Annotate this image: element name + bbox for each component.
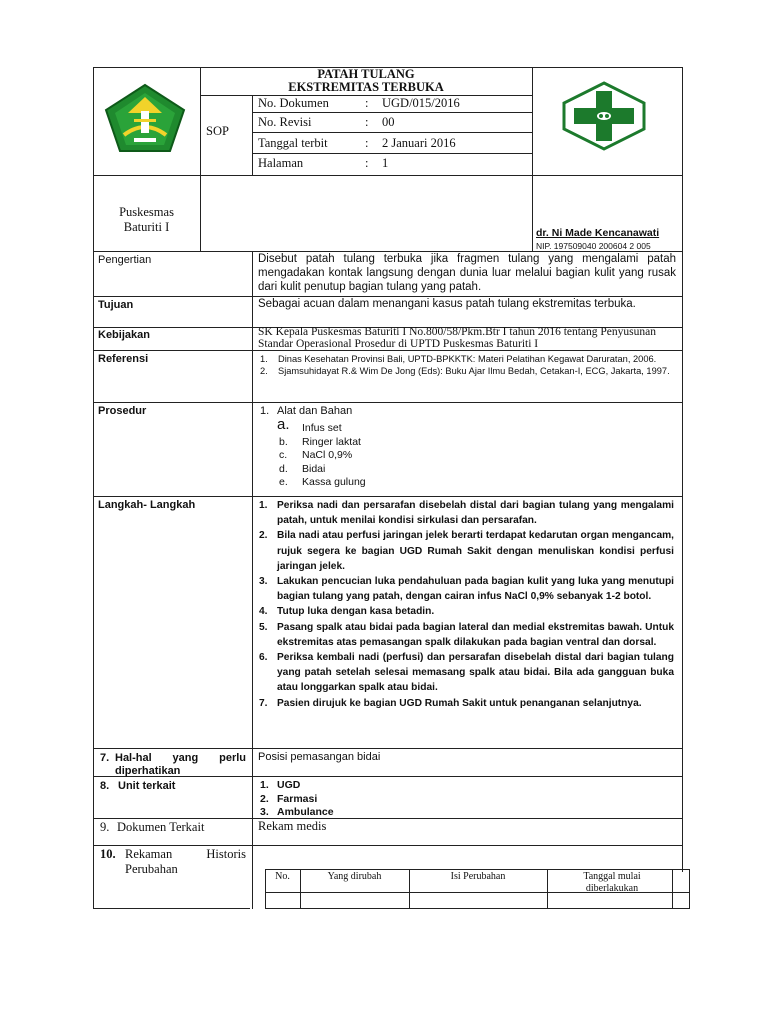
list-item: 1. UGD [260, 779, 301, 791]
referensi-list [258, 353, 673, 377]
history-col-changed: Yang dirubah [327, 871, 382, 882]
document-title: PATAH TULANG EKSTREMITAS TERBUKA [288, 67, 444, 94]
rekaman-label: 10. Rekaman Historis Perubahan [100, 847, 246, 876]
prosedur-heading: Alat dan Bahan [277, 405, 353, 417]
page-label: Halaman [258, 156, 304, 170]
list-item: 7. Pasien dirujuk ke bagian UGD Rumah Sakit untuk penanganan selanjutnya. [259, 697, 642, 709]
kemenkes-logo-icon [104, 83, 186, 153]
dokumen-terkait-text: Rekam medis [258, 819, 327, 833]
kebijakan-label: Kebijakan [98, 329, 150, 341]
organization-name: Puskesmas Baturiti I [119, 205, 174, 234]
history-col-no: No. [275, 871, 290, 882]
list-item: 1. Periksa nadi dan persarafan disebelah distal dari bagian tulang yang mengalami patah, untuk menilai kondisi sirkulasi dan persarafan. [259, 500, 674, 527]
list-item: 4. Tutup luka dengan kasa betadin. [259, 606, 435, 618]
revision-label: No. Revisi [258, 115, 312, 129]
referensi-label: Referensi [98, 353, 149, 365]
list-item: 3. Lakukan pencucian luka pendahuluan pada bagian kulit yang luka yang menutupi bagian tulang yang patah, dengan cairan infus NaCl 0,9% sebanyak 1-2 botol. [259, 576, 674, 603]
history-col-content: Isi Perubahan [450, 871, 506, 882]
puskesmas-cross-logo-icon [560, 81, 648, 151]
list-item: 6. Periksa kembali nadi (perfusi) dan persarafan disebelah distal dari bagian tulang yang patah setelah selesai memasang spalk atau bidai. Bila ada gangguan buka atau longgarkan spalk atau bidai. [259, 652, 674, 694]
doc-number-sep: : [365, 96, 369, 110]
unit-terkait-list [258, 779, 334, 820]
list-marker: a. [277, 416, 290, 433]
list-item: 5. Pasang spalk atau bidai pada bagian lateral dan medial ekstremitas bawah. Untuk ekstremitas atas pemasangan spalk dilakukan pada bagian ventral dan dorsal. [259, 621, 674, 648]
prosedur-heading-num: 1. [260, 405, 270, 417]
list-item: a. Infus set [277, 416, 342, 434]
pengertian-label: Pengertian [98, 254, 152, 266]
tujuan-label: Tujuan [98, 299, 134, 311]
revision-value: 00 [382, 115, 395, 129]
list-item: 2. Sjamsuhidayat R.& Wim De Jong (Eds): Buku Ajar Ilmu Bedah, Cetakan-I, ECG, Jakarta, 1997. [260, 366, 670, 376]
langkah-list [258, 498, 674, 711]
list-item: c. NaCl 0,9% [279, 449, 353, 461]
list-item: e. Kassa gulung [279, 476, 366, 488]
issue-date-value: 2 Januari 2016 [382, 136, 456, 150]
list-marker: b. [279, 435, 288, 448]
issue-date-label: Tanggal terbit [258, 136, 328, 150]
pengertian-text: Disebut patah tulang terbuka jika fragmen tulang yang mengalami patah mengadakan kontak langsung dengan dunia luar melalui bagian kulit yang rusak dari kulit penutup bagian tulang yang patah. [258, 253, 676, 293]
list-marker: c. [279, 449, 288, 461]
prosedur-label: Prosedur [98, 405, 147, 417]
hal-hal-label: 7. Hal-hal yang perlu diperhatikan [100, 752, 246, 777]
hal-hal-text: Posisi pemasangan bidai [258, 751, 381, 763]
sop-label: SOP [206, 124, 229, 138]
history-col-date: Tanggal mulai diberlakukan [583, 871, 641, 894]
signer-name: dr. Ni Made Kencanawati [536, 227, 660, 239]
list-item: 3. Ambulance [260, 806, 334, 818]
kebijakan-text: SK Kepala Puskesmas Baturiti I No.800/58/Pkm.Btr I tahun 2016 tentang Penyusunan Standar Operasional Prosedur di UPTD Puskesmas Baturiti I [258, 326, 656, 350]
revision-sep: : [365, 115, 369, 129]
list-marker: e. [279, 476, 288, 488]
prosedur-items [277, 416, 477, 490]
langkah-label: Langkah- Langkah [98, 499, 196, 511]
list-item: 2. Bila nadi atau perfusi jaringan jelek berarti terdapat kedarutan organ mengancam, rujuk segera ke bagian UGD Rumah Sakit dengan menuliskan kondisi perfusi jaringan jelek. [259, 530, 674, 572]
list-item: b. Ringer laktat [279, 435, 361, 448]
page-value: 1 [382, 156, 389, 170]
list-item: 1. Dinas Kesehatan Provinsi Bali, UPTD-BPKKTK: Materi Pelatihan Kegawat Daruratan, 2006. [260, 354, 657, 364]
list-marker: d. [279, 462, 288, 475]
doc-number-label: No. Dokumen [258, 96, 329, 110]
unit-terkait-label: 8. Unit terkait [100, 780, 176, 792]
issue-date-sep: : [365, 136, 369, 150]
tujuan-text: Sebagai acuan dalam menangani kasus patah tulang ekstremitas terbuka. [258, 298, 636, 310]
doc-number-value: UGD/015/2016 [382, 96, 460, 110]
signer-nip: NIP. 197509040 200604 2 005 [536, 241, 651, 251]
list-item: 2. Farmasi [260, 792, 318, 805]
list-item: d. Bidai [279, 462, 326, 475]
dokumen-terkait-label: 9. Dokumen Terkait [100, 820, 205, 834]
page-sep: : [365, 156, 369, 170]
